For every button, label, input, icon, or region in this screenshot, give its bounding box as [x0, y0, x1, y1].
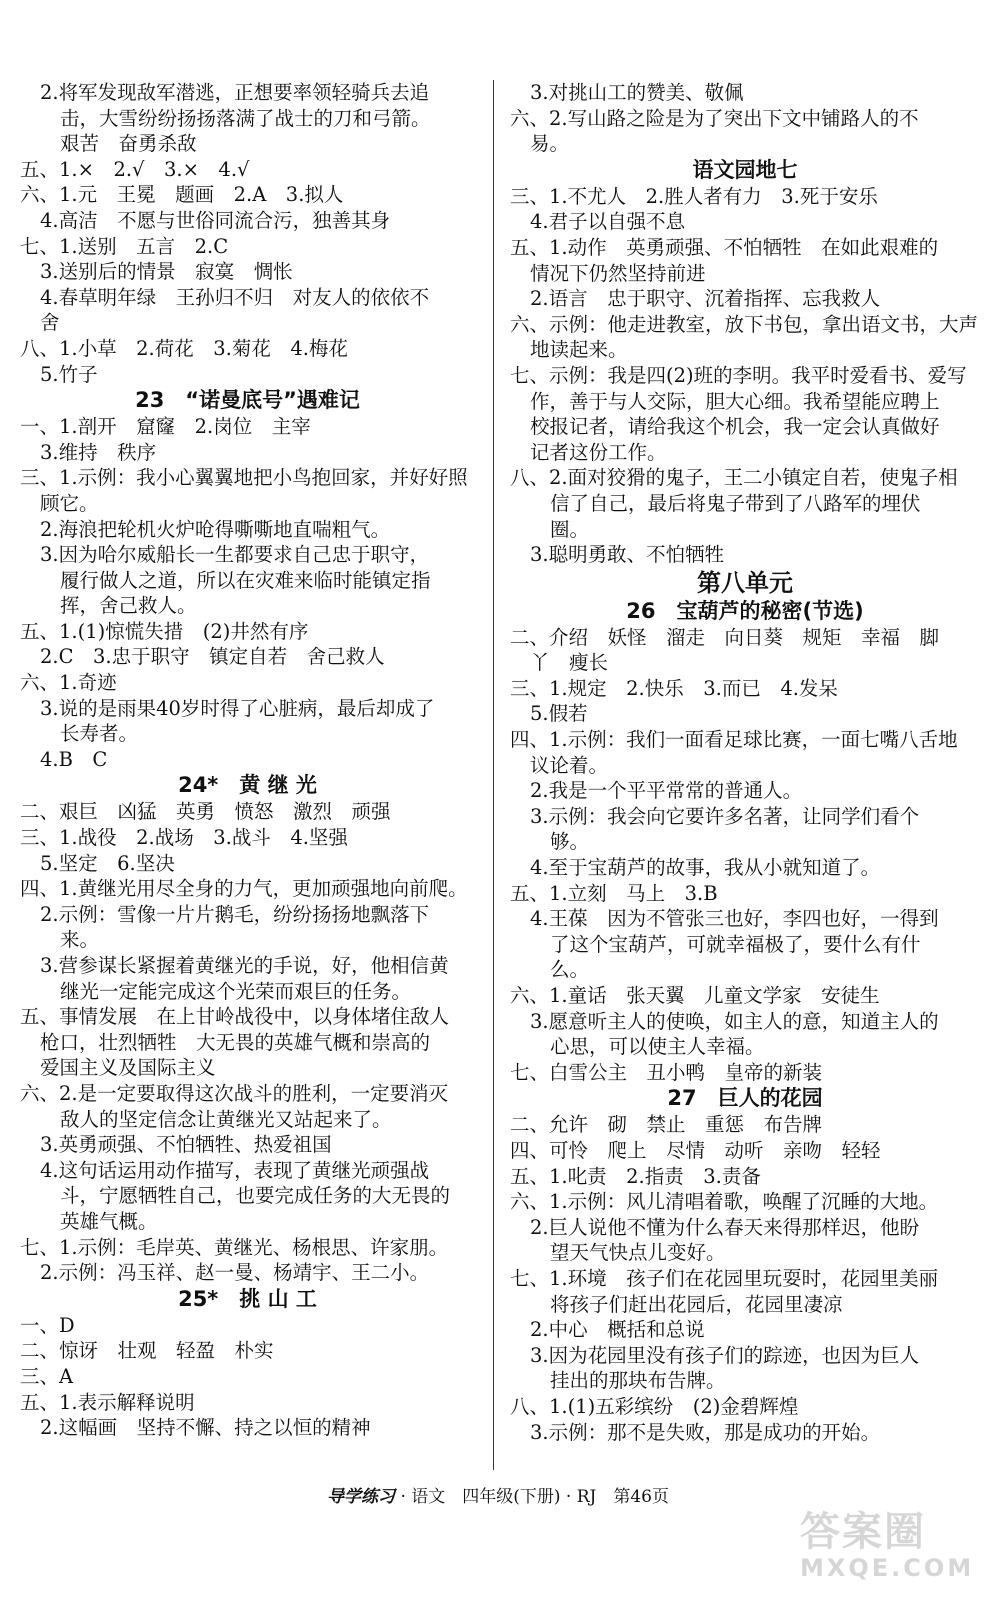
unit-heading: 第八单元	[697, 568, 793, 597]
answer-line: 枪口，壮烈牺牲 大无畏的英雄气概和崇高的	[40, 1030, 431, 1054]
answer-line: 八、1.(1)五彩缤纷 (2)金碧辉煌	[510, 1394, 799, 1418]
answer-line: 五、1.立刻 马上 3.B	[510, 881, 718, 905]
answer-line: 六、示例：他走进教室，放下书包，拿出语文书，大声	[510, 312, 979, 336]
answer-line: 3.因为花园里没有孩子们的踪迹，也因为巨人	[530, 1343, 920, 1367]
left-column	[20, 80, 475, 1441]
answer-line: 顾它。	[40, 491, 99, 515]
section-title: 27 巨人的花园	[667, 1086, 823, 1111]
answer-line: 作，善于与人交际，胆大心细。我希望能应聘上	[530, 389, 940, 413]
answer-line: 七、白雪公主 丑小鸭 皇帝的新装	[510, 1060, 823, 1084]
answer-line: 将孩子们赶出花园后，花园里凄凉	[550, 1292, 843, 1316]
section-title: 语文园地七	[692, 157, 798, 182]
answer-line: 挂出的那块布告牌。	[550, 1369, 726, 1393]
answer-line: 四、1.示例：我们一面看足球比赛，一面七嘴八舌地	[510, 728, 958, 752]
answer-line: 来。	[60, 928, 100, 952]
answer-line: 斗，宁愿牺牲自己，也要完成任务的大无畏的	[60, 1184, 451, 1208]
answer-line: 圈。	[550, 517, 590, 541]
answer-line: 2.这幅画 坚持不懈、持之以恒的精神	[40, 1416, 371, 1440]
answer-line: 五、1.× 2.√ 3.× 4.√	[20, 157, 250, 181]
answer-line: 舍	[40, 311, 60, 335]
answer-line: 信了自己，最后将鬼子带到了八路军的埋伏	[550, 491, 921, 515]
answer-line: 3.示例：我会向它要许多名著，让同学们看个	[530, 804, 920, 828]
answer-line: 望天气快点儿变好。	[550, 1241, 726, 1265]
answer-line: 六、1.元 王冕 题画 2.A 3.拟人	[20, 183, 344, 207]
answer-line: 三、1.战役 2.战场 3.战斗 4.坚强	[20, 826, 348, 850]
answer-line: 3.愿意听主人的使唤，如主人的意，知道主人的	[530, 1009, 939, 1033]
answer-line: 3.对挑山工的赞美、敬佩	[530, 81, 744, 104]
answer-line: 三、A	[20, 1364, 74, 1388]
answer-line: 二、介绍 妖怪 溜走 向日葵 规矩 幸福 脚	[510, 625, 940, 649]
answer-line: 爱国主义及国际主义	[40, 1056, 216, 1080]
answer-line: 4.王葆 因为不管张三也好，李四也好，一得到	[530, 907, 939, 931]
answer-line: 3.示例：那不是失败，那是成功的开始。	[530, 1420, 881, 1444]
answer-line: 2.将军发现敌军潜逃，正想要率领轻骑兵去追	[40, 81, 430, 104]
answer-line: 心思，可以使主人幸福。	[550, 1035, 765, 1059]
answer-line: 记者这份工作。	[530, 440, 667, 464]
answer-line: 4.至于宝葫芦的故事，我从小就知道了。	[530, 856, 881, 880]
answer-line: 了这个宝葫芦，可就幸福极了，要什么有什	[550, 932, 921, 956]
answer-line: 三、1.不尤人 2.胜人者有力 3.死于安乐	[510, 184, 878, 208]
answer-line: 英雄气概。	[60, 1209, 158, 1233]
column-divider	[493, 80, 494, 1470]
answer-line: 挥，舍己救人。	[60, 594, 197, 618]
answer-line: 2.中心 概括和总说	[530, 1318, 705, 1342]
answer-line: 4.高洁 不愿与世俗同流合污，独善其身	[40, 208, 391, 232]
answer-line: 2.巨人说他不懂为什么春天来得那样迟，他盼	[530, 1215, 920, 1239]
answer-line: 丫 瘦长	[530, 651, 609, 675]
answer-line: 5.坚定 6.坚决	[40, 851, 175, 875]
page-footer	[0, 1482, 996, 1507]
answer-line: 四、可怜 爬上 尽情 动听 亲吻 轻轻	[510, 1138, 881, 1162]
answer-line: 4.春草明年绿 王孙归不归 对友人的依依不	[40, 285, 430, 309]
answer-line: 3.因为哈尔威船长一生都要求自己忠于职守，	[40, 543, 430, 567]
answer-line: 4.B C	[40, 747, 108, 771]
answer-line: 么。	[550, 958, 590, 982]
answer-line: 3.聪明勇敢、不怕牺牲	[530, 543, 725, 567]
watermark-top: 答案圈	[800, 1509, 926, 1555]
answer-line: 2.海浪把轮机火炉呛得嘶嘶地直喘粗气。	[40, 517, 391, 541]
answer-line: 5.竹子	[40, 362, 98, 386]
answer-line: 六、2.是一定要取得这次战斗的胜利，一定要消灭	[20, 1081, 449, 1105]
answer-line: 三、1.规定 2.快乐 3.而已 4.发呆	[510, 676, 838, 700]
right-column	[510, 80, 980, 1445]
answer-line: 3.营参谋长紧握着黄继光的手说，好，他相信黄	[40, 954, 449, 977]
answer-line: 六、1.童话 张天翼 儿童文学家 安徒生	[510, 984, 880, 1007]
answer-line: 五、1.动作 英勇顽强、不怕牺牲 在如此艰难的	[510, 235, 939, 259]
answer-line: 四、1.黄继光用尽全身的力气，更加顽强地向前爬。	[20, 877, 468, 901]
answer-line: 艰苦 奋勇杀敌	[60, 132, 197, 156]
answer-line: 五、事情发展 在上甘岭战役中，以身体堵住敌人	[20, 1005, 450, 1029]
footer-info: · 语文 四年级(下册) · RJ 第46页	[400, 1487, 669, 1507]
answer-line: 五、1.(1)惊慌失措 (2)井然有序	[20, 619, 309, 643]
answer-line: 3.英勇顽强、不怕牺牲、热爱祖国	[40, 1133, 332, 1157]
answer-line: 履行做人之道，所以在灾难来临时能镇定指	[60, 568, 431, 592]
answer-line: 2.语言 忠于职守、沉着指挥、忘我救人	[530, 287, 881, 311]
answer-line: 三、1.示例：我小心翼翼地把小鸟抱回家，并好好照	[20, 466, 468, 490]
answer-line: 2.示例：雪像一片片鹅毛，纷纷扬扬地飘落下	[40, 902, 430, 926]
answer-line: 五、1.表示解释说明	[20, 1390, 195, 1414]
answer-line: 七、1.送别 五言 2.C	[20, 234, 229, 258]
section-title: 23 “诺曼底号”遇难记	[135, 388, 360, 413]
answer-line: 校报记者，请给我这个机会，我一定会认真做好	[530, 415, 940, 439]
section-title: 26 宝葫芦的秘密(节选)	[626, 598, 864, 623]
answer-line: 3.说的是雨果40岁时得了心脏病，最后却成了	[40, 696, 435, 720]
answer-line: 4.君子以自强不息	[530, 210, 686, 234]
answer-line: 二、艰巨 凶猛 英勇 愤怒 激烈 顽强	[20, 800, 391, 824]
watermark-logo	[800, 1510, 980, 1590]
section-title: 25* 挑 山 工	[178, 1286, 317, 1311]
answer-line: 3.维持 秩序	[40, 440, 157, 464]
answer-line: 五、1.叱责 2.指责 3.责备	[510, 1164, 761, 1188]
answer-line: 2.示例：冯玉祥、赵一曼、杨靖宇、王二小。	[40, 1261, 430, 1285]
answer-line: 一、1.剖开 窟窿 2.岗位 主宰	[20, 415, 311, 439]
answer-line: 地读起来。	[530, 338, 628, 362]
answer-line: 2.C 3.忠于职守 镇定自若 舍己救人	[40, 645, 385, 669]
watermark-bottom: MXQE.COM	[800, 1554, 975, 1582]
answer-line: 易。	[530, 132, 570, 156]
answer-line: 二、允许 砌 禁止 重惩 布告牌	[510, 1113, 823, 1137]
answer-line: 一、D	[20, 1313, 75, 1337]
answer-line: 2.我是一个平平常常的普通人。	[530, 779, 803, 803]
answer-line: 够。	[550, 830, 590, 854]
answer-line: 议论着。	[530, 753, 609, 777]
answer-line: 击，大雪纷纷扬扬落满了战士的刀和弓箭。	[60, 106, 431, 130]
answer-line: 敌人的坚定信念让黄继光又站起来了。	[60, 1107, 392, 1131]
answer-line: 六、2.写山路之险是为了突出下文中铺路人的不	[510, 106, 919, 130]
answer-line: 六、1.奇迹	[20, 671, 117, 695]
footer-brand: 导学练习	[327, 1487, 396, 1507]
answer-line: 七、1.示例：毛岸英、黄继光、杨根思、许家朋。	[20, 1235, 449, 1259]
answer-line: 七、1.环境 孩子们在花园里玩耍时，花园里美丽	[510, 1266, 939, 1290]
answer-line: 二、惊讶 壮观 轻盈 朴实	[20, 1339, 274, 1363]
answer-line: 长寿者。	[60, 722, 139, 746]
answer-line: 情况下仍然坚持前进	[530, 261, 706, 285]
answer-line: 4.这句话运用动作描写，表现了黄继光顽强战	[40, 1158, 430, 1182]
answer-line: 八、1.小草 2.荷花 3.菊花 4.梅花	[20, 336, 348, 360]
answer-line: 七、示例：我是四(2)班的李明。我平时爱看书、爱写	[510, 363, 967, 387]
section-title: 24* 黄 继 光	[178, 773, 317, 798]
answer-line: 5.假若	[530, 702, 588, 726]
answer-line: 继光一定能完成这个光荣而艰巨的任务。	[60, 979, 412, 1003]
answer-line: 3.送别后的情景 寂寞 惆怅	[40, 260, 293, 284]
answer-line: 六、1.示例：风儿清唱着歌，唤醒了沉睡的大地。	[510, 1190, 939, 1214]
answer-line: 八、2.面对狡猾的鬼子，王二小镇定自若，使鬼子相	[510, 466, 958, 490]
